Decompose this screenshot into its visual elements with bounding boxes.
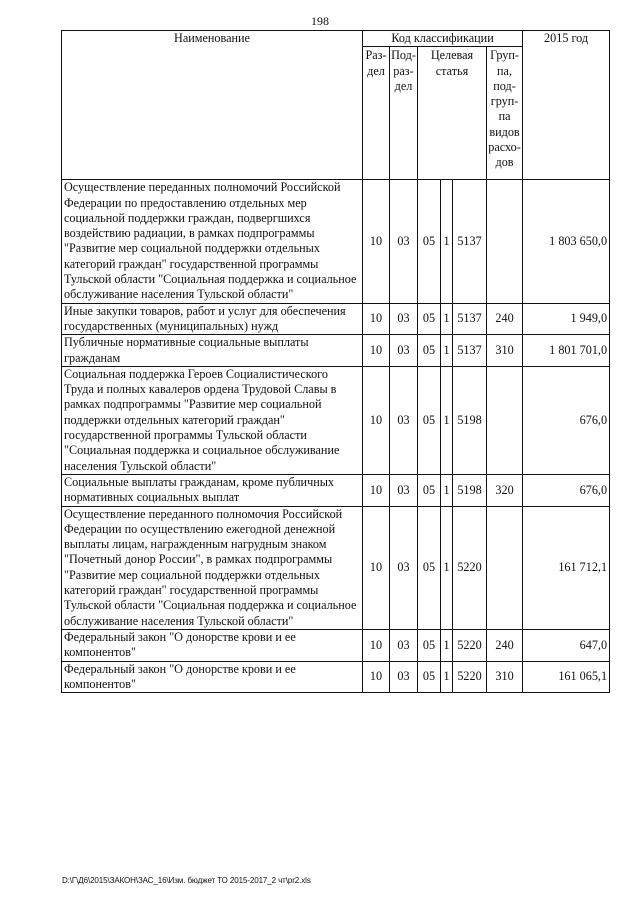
row-podrazdel: 03 bbox=[390, 366, 418, 474]
row-razdel: 10 bbox=[363, 661, 390, 693]
table-row bbox=[62, 629, 610, 661]
budget-table bbox=[61, 30, 610, 693]
row-ts1: 05 bbox=[418, 180, 441, 303]
table-row bbox=[62, 506, 610, 629]
row-ts2: 1 bbox=[441, 180, 453, 303]
table-row bbox=[62, 180, 610, 303]
table-row bbox=[62, 474, 610, 506]
row-ts2: 1 bbox=[441, 506, 453, 629]
row-ts3: 5137 bbox=[453, 180, 487, 303]
table-header bbox=[62, 31, 610, 180]
row-podrazdel: 03 bbox=[390, 180, 418, 303]
row-amount: 161 712,1 bbox=[523, 506, 610, 629]
row-ts2: 1 bbox=[441, 474, 453, 506]
row-vid: 240 bbox=[487, 629, 523, 661]
row-vid bbox=[487, 506, 523, 629]
row-ts1: 05 bbox=[418, 474, 441, 506]
header-subsection-label: Под- раз- дел bbox=[391, 48, 416, 93]
row-name: Публичные нормативные социальные выплаты гражданам bbox=[62, 335, 363, 367]
row-ts1: 05 bbox=[418, 366, 441, 474]
header-group bbox=[487, 47, 523, 180]
header-year: 2015 год bbox=[523, 31, 610, 180]
row-vid: 310 bbox=[487, 335, 523, 367]
row-name: Федеральный закон "О донорстве крови и ее компонентов" bbox=[62, 661, 363, 693]
row-ts3: 5220 bbox=[453, 661, 487, 693]
file-path-footer: D:\Г\Д6\2015\ЗАКОН\ЗАС_16\Изм. бюджет ТО 2015-2017_2 чт\pr2.xls bbox=[62, 876, 311, 885]
row-vid bbox=[487, 366, 523, 474]
header-group-label: Груп- па, под- груп- па видов расхо- дов bbox=[488, 48, 521, 170]
row-amount: 1 803 650,0 bbox=[523, 180, 610, 303]
header-section bbox=[363, 47, 390, 180]
row-name: Осуществление переданного полномочия Российской Федерации по осуществлению ежегодной денежной выплаты лицам, награжденным нагрудным знаком "Почетный донор России", в рамках подпрограммы "Развитие мер социальной поддержки отдельных категорий граждан" государственной программы Тульской области "Социальная поддержка и социальное обслуживание населения Тульской области" bbox=[62, 506, 363, 629]
row-vid: 310 bbox=[487, 661, 523, 693]
row-ts2: 1 bbox=[441, 629, 453, 661]
row-ts1: 05 bbox=[418, 335, 441, 367]
row-amount: 1 949,0 bbox=[523, 303, 610, 335]
row-ts1: 05 bbox=[418, 629, 441, 661]
row-razdel: 10 bbox=[363, 335, 390, 367]
header-section-label: Раз- дел bbox=[365, 48, 387, 78]
row-ts3: 5198 bbox=[453, 366, 487, 474]
row-razdel: 10 bbox=[363, 629, 390, 661]
row-vid: 320 bbox=[487, 474, 523, 506]
row-razdel: 10 bbox=[363, 303, 390, 335]
table-row bbox=[62, 366, 610, 474]
table-body bbox=[62, 180, 610, 693]
row-vid: 240 bbox=[487, 303, 523, 335]
row-ts2: 1 bbox=[441, 335, 453, 367]
row-razdel: 10 bbox=[363, 180, 390, 303]
row-ts1: 05 bbox=[418, 303, 441, 335]
row-ts3: 5220 bbox=[453, 629, 487, 661]
row-name: Социальная поддержка Героев Социалистического Труда и полных кавалеров ордена Трудовой Славы в рамках подпрограммы "Развитие мер социальной поддержки отдельных категорий граждан" государственной программы Тульской области "Социальная поддержка и социальное обслуживание населения Тульской области" bbox=[62, 366, 363, 474]
row-podrazdel: 03 bbox=[390, 661, 418, 693]
row-podrazdel: 03 bbox=[390, 506, 418, 629]
header-code: Код классификации bbox=[363, 31, 523, 47]
table-row bbox=[62, 661, 610, 693]
table-row bbox=[62, 303, 610, 335]
page-number: 198 bbox=[311, 14, 329, 28]
row-name: Социальные выплаты гражданам, кроме публичных нормативных социальных выплат bbox=[62, 474, 363, 506]
row-amount: 161 065,1 bbox=[523, 661, 610, 693]
table-row bbox=[62, 335, 610, 367]
row-ts3: 5137 bbox=[453, 303, 487, 335]
row-ts3: 5220 bbox=[453, 506, 487, 629]
row-ts3: 5198 bbox=[453, 474, 487, 506]
header-subsection bbox=[390, 47, 418, 180]
row-razdel: 10 bbox=[363, 506, 390, 629]
row-razdel: 10 bbox=[363, 366, 390, 474]
row-podrazdel: 03 bbox=[390, 474, 418, 506]
row-amount: 647,0 bbox=[523, 629, 610, 661]
row-ts1: 05 bbox=[418, 661, 441, 693]
row-podrazdel: 03 bbox=[390, 303, 418, 335]
row-amount: 676,0 bbox=[523, 366, 610, 474]
row-razdel: 10 bbox=[363, 474, 390, 506]
row-name: Осуществление переданных полномочий Российской Федерации по предоставлению отдельных мер социальной поддержки граждан, подвергшихся воздействию радиации, в рамках подпрограммы "Развитие мер социальной поддержки отдельных категорий граждан" государственной программы Тульской области "Социальная поддержка и социальное обслуживание населения Тульской области" bbox=[62, 180, 363, 303]
row-amount: 1 801 701,0 bbox=[523, 335, 610, 367]
row-vid bbox=[487, 180, 523, 303]
row-ts3: 5137 bbox=[453, 335, 487, 367]
row-podrazdel: 03 bbox=[390, 629, 418, 661]
header-target bbox=[418, 47, 487, 180]
row-ts2: 1 bbox=[441, 366, 453, 474]
header-target-label: Целевая статья bbox=[430, 48, 474, 78]
header-name: Наименование bbox=[62, 31, 363, 180]
row-podrazdel: 03 bbox=[390, 335, 418, 367]
row-amount: 676,0 bbox=[523, 474, 610, 506]
row-ts1: 05 bbox=[418, 506, 441, 629]
row-name: Федеральный закон "О донорстве крови и ее компонентов" bbox=[62, 629, 363, 661]
row-ts2: 1 bbox=[441, 303, 453, 335]
row-ts2: 1 bbox=[441, 661, 453, 693]
row-name: Иные закупки товаров, работ и услуг для обеспечения государственных (муниципальных) нужд bbox=[62, 303, 363, 335]
